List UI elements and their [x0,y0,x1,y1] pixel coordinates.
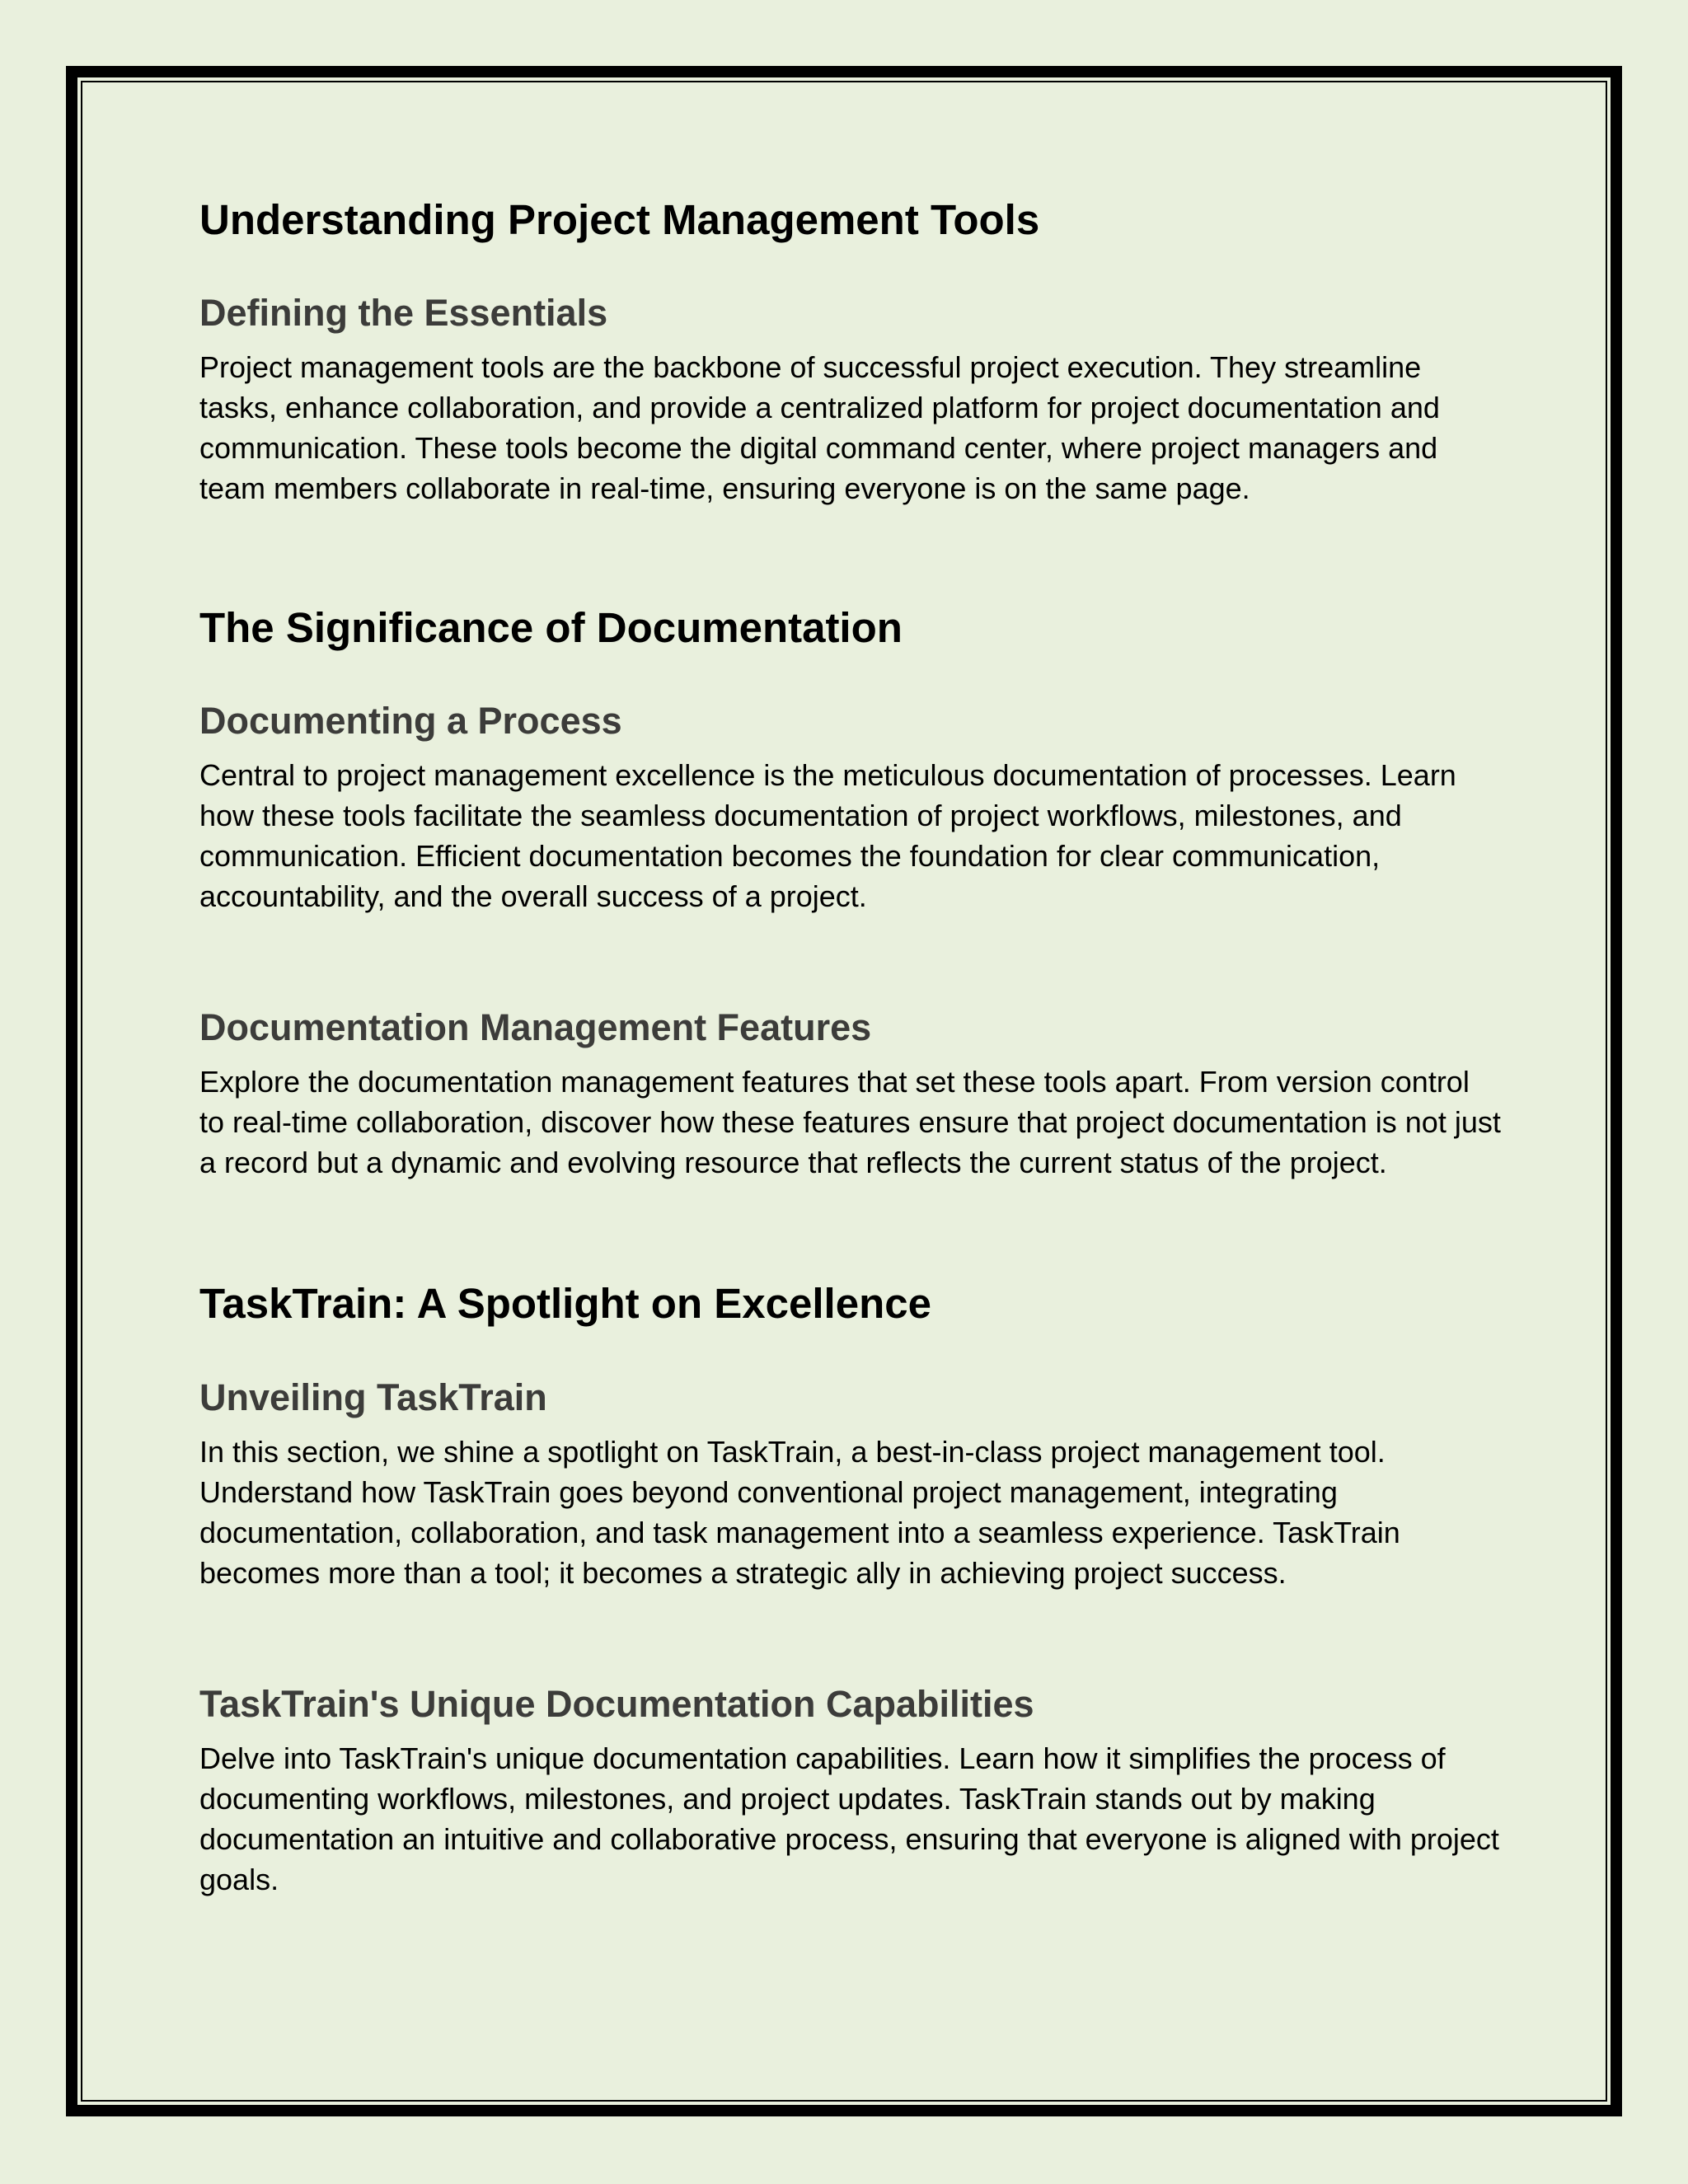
subsection-body: Explore the documentation management features that set these tools apart. From version control to real-time collaboration, discover how these features ensure that project documentation is not just a record but a dynamic and evolving resource that reflects the current status of the project. [199,1065,1501,1180]
subsection-body: Central to project management excellence is the meticulous documentation of processes. Learn how these tools facilitate the seamless documentation of project workflows, milestones, and communication. Efficient documentation becomes the foundation for clear communication, accountability, and the overall success of a project. [199,758,1456,914]
section-heading: Understanding Project Management Tools [199,196,1040,243]
subsection [199,699,1502,916]
subsection-body: In this section, we shine a spotlight on TaskTrain, a best-in-class project management tool. Understand how TaskTrain goes beyond conventional project management, integrating documentation, collaboration, and task management into a seamless experience. TaskTrain becomes more than a tool; it becomes a strategic ally in achieving project success. [199,1434,1400,1590]
section-tasktrain-spotlight [199,1278,1502,1899]
subsection [199,1005,1502,1183]
section-heading: The Significance of Documentation [199,604,903,652]
subsection-title: Documentation Management Features [199,1006,872,1049]
subsection-body: Delve into TaskTrain's unique documentation capabilities. Learn how it simplifies the process of documenting workflows, milestones, and project updates. TaskTrain stands out by making documentation an intuitive and collaborative process, ensuring that everyone is aligned with project goals. [199,1741,1499,1896]
subsection [199,1376,1502,1593]
subsection [199,1682,1502,1900]
subsection-title: Defining the Essentials [199,292,608,335]
subsection-body: Project management tools are the backbone of successful project execution. They streamline tasks, enhance collaboration, and provide a centralized platform for project documentation and communication. These tools become the digital command center, where project managers and team members collaborate in real-time, ensuring everyone is on the same page. [199,350,1440,506]
subsection-title: Documenting a Process [199,700,622,743]
document-content [199,194,1502,1900]
section-heading: TaskTrain: A Spotlight on Excellence [199,1280,931,1328]
section-significance-of-documentation [199,602,1502,1183]
subsection-title: TaskTrain's Unique Documentation Capabilities [199,1682,1034,1725]
section-project-management-tools [199,194,1502,509]
subsection [199,291,1502,509]
subsection-title: Unveiling TaskTrain [199,1376,547,1418]
